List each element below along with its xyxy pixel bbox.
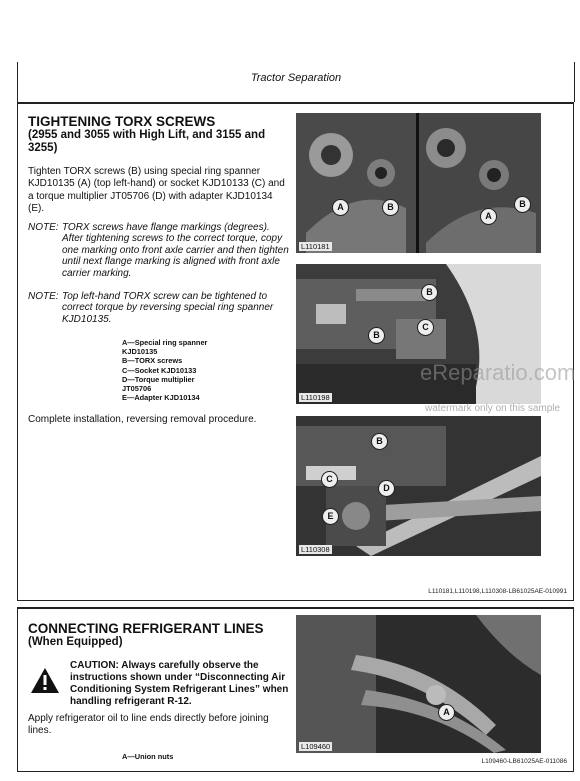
section1-title: TIGHTENING TORX SCREWS xyxy=(28,114,216,129)
caution-text: CAUTION: Always carefully observe the instructions shown under “Disconnecting Air Conditioning System Refrigerant Lines” when handling refrigerant R-12. xyxy=(70,660,289,707)
callout-a: A xyxy=(332,199,349,216)
header-frame xyxy=(17,62,575,102)
section-torx-screws xyxy=(17,104,574,601)
section1-closing: Complete installation, reversing removal procedure. xyxy=(28,414,257,425)
callout-b: B xyxy=(382,199,399,216)
note-flange-markings xyxy=(28,222,290,279)
callout-b: B xyxy=(368,327,385,344)
callout-b: B xyxy=(371,433,388,450)
callout-b: B xyxy=(514,196,531,213)
figure-reference-ids: L110181,L110198,L110308-LB61025AE-010991 xyxy=(428,588,567,595)
figure-reference-ids: L109460-LB61025AE-011086 xyxy=(481,758,567,765)
note2-label: NOTE: xyxy=(28,291,59,302)
photo-id: L109460 xyxy=(301,742,331,751)
photo-id: L110308 xyxy=(301,545,330,554)
callout-c: C xyxy=(321,471,338,488)
legend-item: JT05706 xyxy=(122,384,152,394)
photo-id: L110198 xyxy=(301,393,330,402)
legend-item: A—Union nuts xyxy=(122,752,174,761)
section2-instruction: Apply refrigerator oil to line ends directly before joining lines. xyxy=(28,713,269,737)
section2-subtitle: (When Equipped) xyxy=(28,636,123,648)
legend-item: E—Adapter KJD10134 xyxy=(122,393,200,403)
section2-legend xyxy=(122,752,282,761)
section2-title: CONNECTING REFRIGERANT LINES xyxy=(28,621,264,636)
note1-label: NOTE: xyxy=(28,222,59,233)
callout-a: A xyxy=(480,208,497,225)
photo-union-nuts xyxy=(296,615,541,753)
photo-id: L110181 xyxy=(301,242,330,251)
legend-item: B—TORX screws xyxy=(122,356,183,366)
legend-item: KJD10135 xyxy=(122,347,158,357)
photo-torx-screws-front xyxy=(296,113,541,253)
callout-a: A xyxy=(438,704,455,721)
watermark-notice: watermark only on this sample xyxy=(425,403,561,414)
callout-d: D xyxy=(378,480,395,497)
callout-e: E xyxy=(322,508,339,525)
section1-subtitle: (2955 and 3055 with High Lift, and 3155 and 3255) xyxy=(28,129,266,154)
legend-item: D—Torque multiplier xyxy=(122,374,195,384)
note-reverse-spanner xyxy=(28,291,290,325)
caution-icon xyxy=(30,667,60,694)
note2-text: Top left-hand TORX screw can be tightened to correct torque by reversing special ring spanner KJD10135. xyxy=(62,291,274,325)
note1-text: TORX screws have flange markings (degrees). After tightening screws to the correct torque, copy one marking onto front axle carrier and then tighten until next flange marking is aligned with front axle carrier marking. xyxy=(62,222,289,279)
watermark-site: eReparatio.com xyxy=(420,360,576,385)
section-refrigerant-lines xyxy=(17,609,574,772)
page-title: Tractor Separation xyxy=(250,72,342,84)
photo-torque-multiplier xyxy=(296,416,541,556)
section1-legend xyxy=(122,338,282,402)
callout-b: B xyxy=(421,284,438,301)
callout-c: C xyxy=(417,319,434,336)
legend-item: A—Special ring spanner xyxy=(122,338,208,347)
section1-instruction: Tighten TORX screws (B) using special ring spanner KJD10135 (A) (top left-hand) or socket KJD10133 (C) and a torque multiplier JT05706 (D) with adapter KJD10134 (E). xyxy=(28,166,285,215)
legend-item: C—Socket KJD10133 xyxy=(122,365,197,375)
